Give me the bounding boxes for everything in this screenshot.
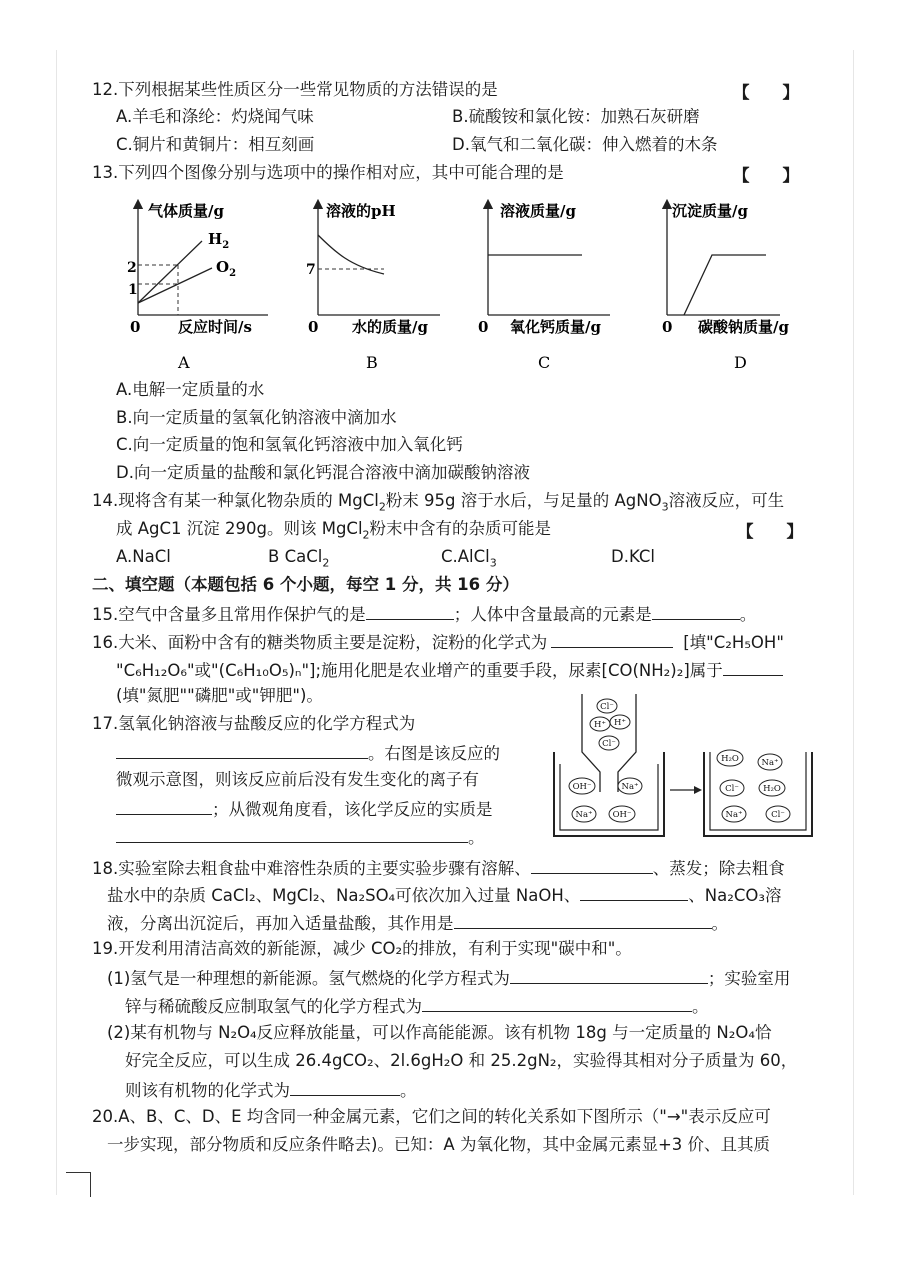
q12-option-a: A.羊毛和涤纶：灼烧闻气味 [116, 107, 314, 126]
q20-line1: 20.A、B、C、D、E 均含同一种金属元素，它们之间的转化关系如下图所示（"→"表示反应可 [92, 1107, 771, 1126]
graph-d-origin: 0 [662, 318, 673, 336]
q19-part2-line3: 则该有机物的化学式为 。 [125, 1078, 417, 1102]
q20-line2: 一步实现，部分物质和反应条件略去)。已知：A 为氧化物，其中金属元素显+3 价、且其质 [107, 1135, 771, 1154]
q17-blank-1[interactable] [116, 741, 368, 759]
section-2-heading: 二、填空题（本题包括 6 个小题，每空 1 分，共 16 分） [92, 575, 519, 594]
q19-part2-line1: (2)某有机物与 N₂O₄反应释放能量，可以作高能能源。该有机物 18g 与一定质量的 N₂O₄恰 [107, 1023, 772, 1042]
q16-blank-2[interactable] [723, 658, 783, 676]
graph-d [662, 202, 789, 336]
q17-blank-2[interactable] [116, 797, 212, 815]
graph-d-xlabel: 碳酸钠质量/g [698, 318, 789, 336]
graph-a-o2-label: O [216, 258, 230, 276]
q15: 15.空气中含量多且常用作保护气的是 ；人体中含量最高的元素是 。 [92, 602, 756, 626]
graph-b-tick-7: 7 [306, 262, 316, 278]
q14-option-b: B CaCl$_2$ [268, 547, 330, 570]
beaker2-ion-1: H₂O [721, 754, 739, 764]
graph-a-tick-1: 1 [128, 282, 138, 298]
q12-option-d: D.氧气和二氧化碳：伸入燃着的木条 [452, 135, 718, 154]
q17-micro-diagram [548, 690, 818, 840]
q16-line1: 16.大米、面粉中含有的糖类物质主要是淀粉，淀粉的化学式为 [填"C₂H₅OH" [92, 630, 784, 654]
graph-b-ylabel: 溶液的pH [326, 202, 396, 220]
graph-c [478, 202, 610, 336]
q18-line1: 18.实验室除去粗食盐中难溶性杂质的主要实验步骤有溶解、 、蒸发；除去粗食 [92, 856, 785, 880]
beaker1-ion-4: OH⁻ [612, 810, 632, 820]
beaker1-ion-2: Na⁺ [621, 782, 639, 792]
graph-a-h2-sub: 2 [222, 240, 230, 251]
q16-blank-1[interactable] [551, 630, 673, 648]
svg-text:O2 [216, 258, 236, 279]
q15-blank-1[interactable] [366, 602, 454, 620]
q19-part1-line1: (1)氢气是一种理想的新能源。氢气燃烧的化学方程式为 ；实验室用 [107, 966, 790, 990]
dropper-ion-2: H⁺ [594, 720, 606, 730]
q13-option-a: A.电解一定质量的水 [116, 380, 265, 399]
q19-blank-3[interactable] [290, 1078, 400, 1096]
graph-d-ylabel: 沉淀质量/g [672, 202, 748, 220]
graph-d-caption: D [734, 353, 747, 372]
q12-option-b: B.硫酸铵和氯化铵：加熟石灰研磨 [452, 107, 700, 126]
q14-option-a: A.NaCl [116, 547, 171, 566]
beaker2-ion-5: Na⁺ [725, 810, 743, 820]
dropper-ion-1: Cl⁻ [600, 702, 614, 712]
q19-blank-2[interactable] [422, 994, 692, 1012]
q17-blank-3[interactable] [116, 825, 468, 843]
beaker2-ion-6: Cl⁻ [771, 810, 785, 820]
graph-a-xlabel: 反应时间/s [178, 318, 252, 336]
q13-option-d: D.向一定质量的盐酸和氯化钙混合溶液中滴加碳酸钠溶液 [116, 463, 530, 482]
q12-option-c: C.铜片和黄铜片：相互刻画 [116, 135, 315, 154]
q19-blank-1[interactable] [510, 966, 708, 984]
q13-answer-bracket: 【 】 [733, 166, 799, 185]
graph-b-xlabel: 水的质量/g [352, 318, 428, 336]
q12-answer-bracket: 【 】 [733, 83, 799, 102]
graph-a-tick-2: 2 [127, 260, 137, 276]
q17-line3: 微观示意图，则该反应前后没有发生变化的离子有 [116, 770, 479, 789]
beaker1-ion-1: OH⁻ [572, 782, 592, 792]
graph-a-caption: A [178, 353, 190, 372]
graph-c-xlabel: 氧化钙质量/g [510, 318, 601, 336]
q19-part1-line2: 锌与稀硫酸反应制取氢气的化学方程式为 。 [125, 994, 709, 1018]
graph-a-ylabel: 气体质量/g [148, 202, 224, 220]
graph-c-origin: 0 [478, 318, 489, 336]
graph-a-origin: 0 [130, 318, 141, 336]
graph-b-curve [318, 235, 384, 274]
graph-a-o2-line [138, 268, 212, 303]
graph-a-h2-line [138, 241, 202, 303]
graph-b-origin: 0 [308, 318, 319, 336]
graph-a-h2-label: H [208, 230, 223, 248]
q15-blank-2[interactable] [652, 602, 740, 620]
q17-line4: ；从微观角度看，该化学反应的实质是 [116, 797, 493, 821]
page-corner-mark [66, 1172, 91, 1197]
q19-part2-line2: 好完全反应，可以生成 26.4gCO₂、2l.6gH₂O 和 25.2gN₂，实验得其相对分子质量为 60， [125, 1051, 798, 1070]
q17-line2: 。右图是该反应的 [116, 741, 500, 765]
beaker1-ion-3: Na⁺ [575, 810, 593, 820]
q14-answer-bracket: 【 】 [737, 522, 803, 541]
graph-c-caption: C [538, 353, 551, 372]
q19-stem: 19.开发利用清洁高效的新能源，减少 CO₂的排放，有利于实现"碳中和"。 [92, 939, 632, 958]
q14-line1: 14.现将含有某一种氯化物杂质的 MgCl$_2$粉末 95g 溶于水后，与足量的 AgNO$_3$溶液反应，可生 [92, 491, 785, 514]
q14-line2: 成 AgC1 沉淀 290g。则该 MgCl$_2$粉末中含有的杂质可能是 [116, 519, 552, 542]
graph-a-o2-sub: 2 [229, 268, 237, 279]
svg-text:H2 [208, 230, 229, 251]
q17-line5: 。 [116, 825, 485, 849]
q13-option-b: B.向一定质量的氢氧化钠溶液中滴加水 [116, 408, 397, 427]
dropper-ion-4: Cl⁻ [602, 739, 616, 749]
dropper-ion-3: H⁺ [614, 718, 626, 728]
q16-line3: (填"氮肥""磷肥"或"钾肥")。 [116, 686, 323, 705]
q14-option-c: C.AlCl$_3$ [441, 547, 497, 570]
beaker2-ion-2: Na⁺ [761, 758, 779, 768]
q16-line2: "C₆H₁₂O₆"或"(C₆H₁₀O₅)ₙ"];施用化肥是农业增产的重要手段，尿素[CO(NH₂)₂]属于 [116, 658, 783, 682]
graph-a [127, 202, 268, 336]
q18-line3: 液，分离出沉淀后，再加入适量盐酸，其作用是 。 [107, 911, 728, 935]
graph-c-ylabel: 溶液质量/g [500, 202, 576, 220]
q18-blank-2[interactable] [580, 883, 688, 901]
graph-b [306, 202, 440, 336]
graph-d-line [684, 255, 766, 315]
q17-line1: 17.氢氧化钠溶液与盐酸反应的化学方程式为 [92, 714, 416, 733]
q18-blank-3[interactable] [454, 911, 712, 929]
graph-b-caption: B [366, 353, 378, 372]
q14-option-d: D.KCl [611, 547, 655, 566]
q18-line2: 盐水中的杂质 CaCl₂、MgCl₂、Na₂SO₄可依次加入过量 NaOH、 、Na₂CO₃溶 [107, 883, 781, 907]
q13-graphs [0, 192, 910, 382]
q12-stem: 12.下列根据某些性质区分一些常见物质的方法错误的是 [92, 80, 498, 99]
beaker2-ion-4: H₂O [763, 784, 781, 794]
q18-blank-1[interactable] [531, 856, 653, 874]
q13-stem: 13.下列四个图像分别与选项中的操作相对应，其中可能合理的是 [92, 163, 564, 182]
beaker2-ion-3: Cl⁻ [725, 784, 739, 794]
q13-option-c: C.向一定质量的饱和氢氧化钙溶液中加入氧化钙 [116, 435, 463, 454]
